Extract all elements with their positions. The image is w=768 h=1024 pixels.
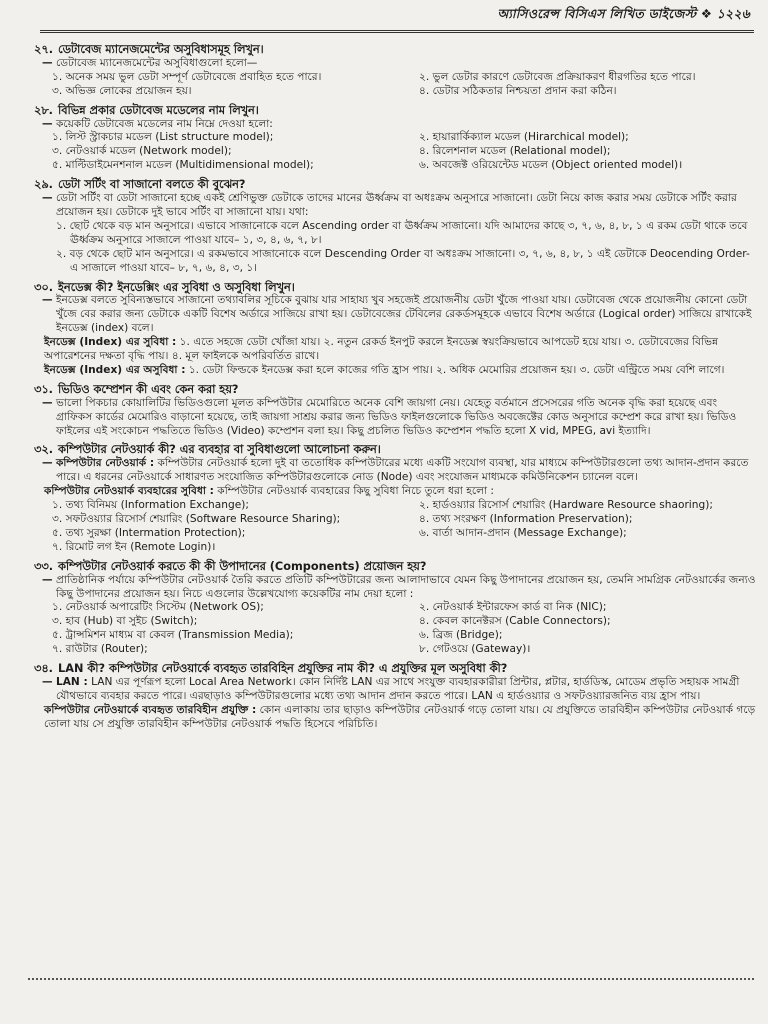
advantages-intro: কম্পিউটার নেটওয়ার্ক ব্যবহারের সুবিধা : কম্পিউটার নেটওয়ার্ক ব্যবহারের কিছু সুবিধা নিচে তুলে ধরা হলো : [44, 485, 494, 498]
question-33: ৩৩. কম্পিউটার নেটওয়ার্ক করতে কী কী উপাদানের (Components) প্রয়োজন হয়? [34, 559, 427, 573]
list-row: ১. অনেক সময় ভুল ডেটা সম্পূর্ণ ডেটাবেজে প্রবাহিত হতে পারে। ২. ভুল ডেটার কারণে ডেটাবেজ প্রক্রিয়াকরণ ধীরগতির হতে পারে। [52, 70, 696, 83]
answer-point: ১. ছোট থেকে বড় মান অনুসারে। এভাবে সাজানোকে বলে Ascending order বা ঊর্ধ্বক্রম সাজানো। যদি আমাদের কাছে ৩, ৭, ৬, ৪, ৮, ১ এ রকম ডেটা থাকে তবে ঊর্ধ্বক্রম অনুসারে সাজালে পাওয়া যাবে– ১, ৩, ৪, ৬, ৭, ৮। [56, 219, 748, 246]
answer-point: ২. বড় থেকে ছোট মান অনুসারে। এ রকমভাবে সাজানোকে বলে Descending Order বা অধঃক্রম সাজানো। ৩, ৭, ৬, ৪, ৮, ১ এই ডেটাকে Deocending Order-এ সাজালে পাওয়া যাবে– ৮, ৭, ৬, ৪, ৩, ১। [56, 247, 750, 274]
list-row: ৭. রাউটার (Router); ৮. গেটওয়ে (Gateway)। [52, 643, 531, 656]
answer-intro: — কয়েকটি ডেটাবেজ মডেলের নাম নিম্নে দেওয়া হলো: [42, 117, 273, 130]
header-divider [40, 30, 754, 33]
list-row: ৩. হাব (Hub) বা সুইচ (Switch); ৪. কেবল কানেক্টরস (Cable Connectors); [52, 615, 611, 628]
advantages: ইনডেক্স (Index) এর সুবিধা : ১. এতে সহজে ডেটা খোঁজা যায়। ২. নতুন রেকর্ড ইনপুট করলে ইনডেক্স স্বয়ংক্রিয়ভাবে আপডেট হয়ে যায়। ৩. ডেটাবেজের বিভিন্ন অপারেশনের দক্ষতা বৃদ্ধি পায়। ৪. মূল ফাইলকে অপরিবর্তিত রাখে। [44, 336, 719, 363]
answer-body: — LAN : LAN এর পূর্ণরূপ হলো Local Area Network। কোন নির্দিষ্ট LAN এর সাথে সংযুক্ত ব্যবহারকারীরা প্রিন্টার, প্লটার, হার্ডডিস্ক, মোডেম প্রভৃতি সহায়ক সামগ্রী যৌথভাবে ব্যবহার করতে পারে। এরছাড়াও কম্পিউটারগুলোর মধ্যে তথ্য আদান প্রদান করতে পারে। LAN এ হার্ডওয়্যার ও সফটওয়্যারজনিত ব্যয় হ্রাস পায়। [42, 675, 740, 702]
question-29: ২৯. ডেটা সর্টিং বা সাজানো বলতে কী বুঝেন? [34, 178, 246, 192]
question-number: ২৭. [34, 43, 53, 56]
list-row: ১. লিস্ট স্ট্রাকচার মডেল (List structure model); ২. হায়ারার্কিক্যাল মডেল (Hirarchical model); [52, 131, 629, 144]
footer-divider [28, 978, 754, 980]
page-content [34, 38, 756, 732]
list-row: ৫. তথ্য সুরক্ষা (Intermation Protection); ৬. বার্তা আদান-প্রদান (Message Exchange); [52, 526, 627, 539]
wireless-technology: কম্পিউটার নেটওয়ার্কে ব্যবহৃত তারবিহীন প্রযুক্তি : কোন এলাকায় তার ছাড়াও কম্পিউটার নেটওয়ার্ক গড়ে তোলা যায়। যে প্রযুক্তিতে তারবিহীন কম্পিউটার নেটওয়ার্ক গড়ে তোলা যায় সে প্রযুক্তি তারবিহীন কম্পিউটার নেটওয়ার্ক পদ্ধতি হিসেবে পরিচিতি। [44, 703, 756, 730]
running-header: অ্যাসিওরেন্স বিসিএস লিখিত ডাইজেস্ট ❖ ১২২৬ [497, 6, 750, 21]
list-row: ৫. মাল্টিডাইমেনশনাল মডেল (Multidimensional model); ৬. অবজেক্ট ওরিয়েন্টেড মডেল (Object oriented model)। [52, 159, 683, 172]
answer-body: — ডেটা সর্টিং বা ডেটা সাজানো হচ্ছে একই শ্রেণিভুক্ত ডেটাকে তাদের মানের ঊর্ধ্বক্রম বা অধঃক্রম অনুসারে সাজানো। ডেটা নিয়ে কাজ করার সময় ডেটাকে সর্টিং করার প্রয়োজন হয়। ডেটাকে দুই ভাবে সর্টিং বা সাজানো যায়। যথা: [42, 192, 737, 218]
answer-body: — ভালো পিকচার কোয়ালিটির ভিডিওগুলো মূলত কম্পিউটার মেমোরিতে অনেক বেশি জায়গা নেয়। যেহেতু বর্তমানে প্রসেসরের গতি অনেক বৃদ্ধি করা হয়েছে এবং গ্রাফিকস কার্ডের মেমোরিও বাড়ানো হয়েছে, তাই জায়গা সাশ্রয় করার জন্য ভিডিও ফাইলগুলোকে ভিডিও অবজেক্টের কোড অনুসারে কম্প্রেশ করে রাখা হয়। ভিডিও ফাইলের এই সংকোচন পদ্ধতিতে ভিডিও (Video) কম্প্রেশন বলা হয়। কিছু প্রচলিত ভিডিও কম্প্রেশন পদ্ধতি হলো X vid, MPEG, avi ইত্যাদি। [42, 396, 737, 437]
question-title: ডেটাবেজ ম্যানেজমেন্টের অসুবিধাসমূহ লিখুন। [58, 43, 264, 56]
list-row: ৫. ট্রান্সমিশন মাধ্যম বা কেবল (Transmission Media); ৬. ব্রিজ (Bridge); [52, 629, 503, 642]
list-row: ১. নেটওয়ার্ক অপারেটিং সিস্টেম (Network OS); ২. নেটওয়ার্ক ইন্টারফেস কার্ড বা নিক (NIC); [52, 601, 607, 614]
list-row: ৩. অভিজ্ঞ লোকের প্রয়োজন হয়। ৪. ডেটার সঠিকতার নিশ্চয়তা প্রদান করা কঠিন। [52, 84, 617, 97]
list-row: ১. তথ্য বিনিময় (Information Exchange); ২. হার্ডওয়্যার রিসোর্স শেয়ারিং (Hardware Resource shaoring); [52, 499, 713, 512]
question-34: ৩৪. LAN কী? কম্পিউটার নেটওয়ার্কে ব্যবহৃত তারবিহিন প্রযুক্তির নাম কী? এ প্রযুক্তির মূল অসুবিধা কী? [34, 662, 508, 676]
disadvantages: ইনডেক্স (Index) এর অসুবিধা : ১. ডেটা ফিল্ডকে ইনডেক্স করা হলে কাজের গতি হ্রাস পায়। ২. অধিক মেমোরির প্রয়োজন হয়। ৩. ডেটা এন্ট্রিতে সময় বেশি লাগে। [44, 363, 725, 376]
answer-body: — ইনডেক্স বলতে সুবিন্যস্তভাবে সাজানো তথ্যাবলির সূচিকে বুঝায় যার সাহায্য খুব সহজেই প্রয়োজনীয় ডেটা খুঁজে পাওয়া যায়। ডেটাবেজ থেকে প্রয়োজনীয় কোনো ডেটা খুঁজে বের করার জন্য ডেটাকে একটি বিশেষ অর্ডারে সাজিয়ে রাখা হয়। ডেটাবেজের টেবিলের রেকর্ডসমূহকে এভাবে বিশেষ অর্ডারে (Logical order) সাজিয়ে রাখাকেই ইনডেক্স (index) বলে। [42, 294, 752, 335]
answer-body: — প্রাতিষ্ঠানিক পর্যায়ে কম্পিউটার নেটওয়ার্ক তৈরি করতে প্রতিটি কম্পিউটারের জন্য আলাদাভাবে যেমন কিছু উপাদানের প্রয়োজন হয়, তেমনি সামগ্রিক নেটওয়ার্কের জন্যও কিছু উপাদানের প্রয়োজন হয়। নিচে এগুলোর উল্লেখযোগ্য কয়েকটির নাম দেয়া হলো : [42, 573, 756, 600]
question-30: ৩০. ইনডেক্স কী? ইনডেক্সিং এর সুবিধা ও অসুবিধা লিখুন। [34, 280, 295, 294]
answer-body: — কম্পিউটার নেটওয়ার্ক : কম্পিউটার নেটওয়ার্ক হলো দুই বা ততোধিক কম্পিউটারের মধ্যে একটি সংযোগ ব্যবস্থা, যার মাধ্যমে কম্পিউটারগুলো তথ্য আদান-প্রদান করতে পারে। এ ধরনের নেটওয়ার্কে সাধারণত সংযোজিত কম্পিউটারগুলোকে নোড (Node) এবং সংযোজন মাধ্যমকে কমিউনিকেশন চ্যানেল বলে। [42, 457, 749, 484]
list-row: ৩. নেটওয়ার্ক মডেল (Network model); ৪. রিলেশনাল মডেল (Relational model); [52, 145, 611, 158]
list-row: ৭. রিমোট লগ ইন (Remote Login)। [52, 540, 216, 553]
question-27 [34, 43, 756, 57]
answer-intro: — ডেটাবেজ ম্যানেজমেন্টের অসুবিধাগুলো হলো— [42, 56, 258, 69]
question-31: ৩১. ভিডিও কম্প্রেশন কী এবং কেন করা হয়? [34, 382, 239, 396]
question-32: ৩২. কম্পিউটার নেটওয়ার্ক কী? এর ব্যবহার বা সুবিধাগুলো আলোচনা করুন। [34, 443, 381, 457]
question-28: ২৮. বিভিন্ন প্রকার ডেটাবেজ মডেলের নাম লিখুন। [34, 103, 259, 117]
list-row: ৩. সফটওয়্যার রিসোর্স শেয়ারিং (Software Resource Sharing); ৪. তথ্য সংরক্ষণ (Information Preservation); [52, 513, 633, 525]
